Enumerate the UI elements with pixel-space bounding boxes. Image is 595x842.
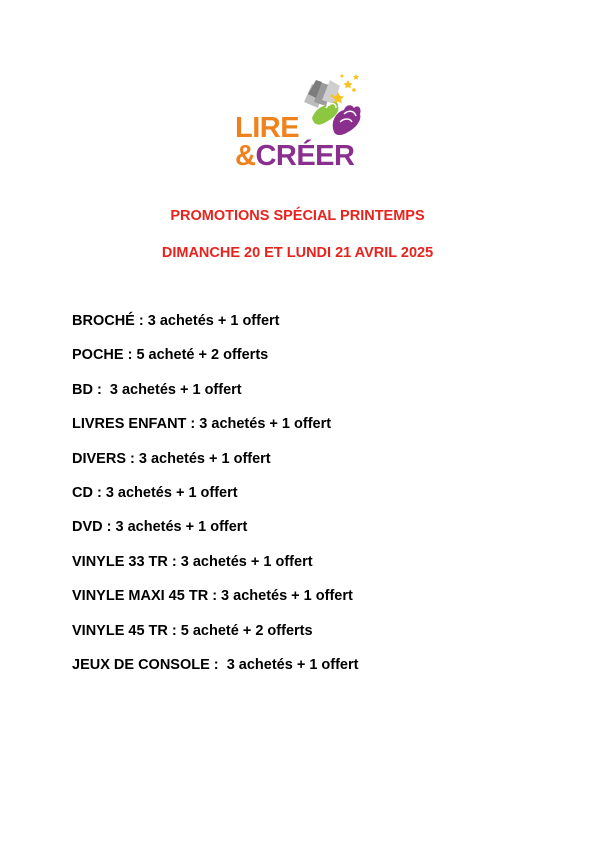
promotion-item: DVD : 3 achetés + 1 offert <box>72 519 248 536</box>
promotion-item: VINYLE 33 TR : 3 achetés + 1 offert <box>72 553 313 570</box>
promotion-item: BD : 3 achetés + 1 offert <box>72 381 242 398</box>
promotion-item: CD : 3 achetés + 1 offert <box>72 484 238 501</box>
promotion-item: VINYLE 45 TR : 5 acheté + 2 offerts <box>72 622 313 639</box>
promotion-item: VINYLE MAXI 45 TR : 3 achetés + 1 offert <box>72 588 353 605</box>
logo-text-creer-word: CRÉER <box>255 140 355 172</box>
logo-text-lire: LIRE <box>235 112 300 144</box>
promotion-dates: DIMANCHE 20 ET LUNDI 21 AVRIL 2025 <box>161 245 434 261</box>
logo-text-creer <box>235 142 354 171</box>
promotion-list <box>72 313 358 691</box>
promotion-item: DIVERS : 3 achetés + 1 offert <box>72 450 271 467</box>
promotion-title: PROMOTIONS SPÉCIAL PRINTEMPS <box>170 208 425 224</box>
promotion-item: JEUX DE CONSOLE : 3 achetés + 1 offert <box>72 656 359 673</box>
promotion-item: LIVRES ENFANT : 3 achetés + 1 offert <box>72 416 332 433</box>
promotion-item: BROCHÉ : 3 achetés + 1 offert <box>72 313 280 329</box>
lire-creer-logo <box>226 72 366 172</box>
logo-ampersand: & <box>235 140 256 172</box>
promotion-item: POCHE : 5 acheté + 2 offerts <box>72 347 269 364</box>
